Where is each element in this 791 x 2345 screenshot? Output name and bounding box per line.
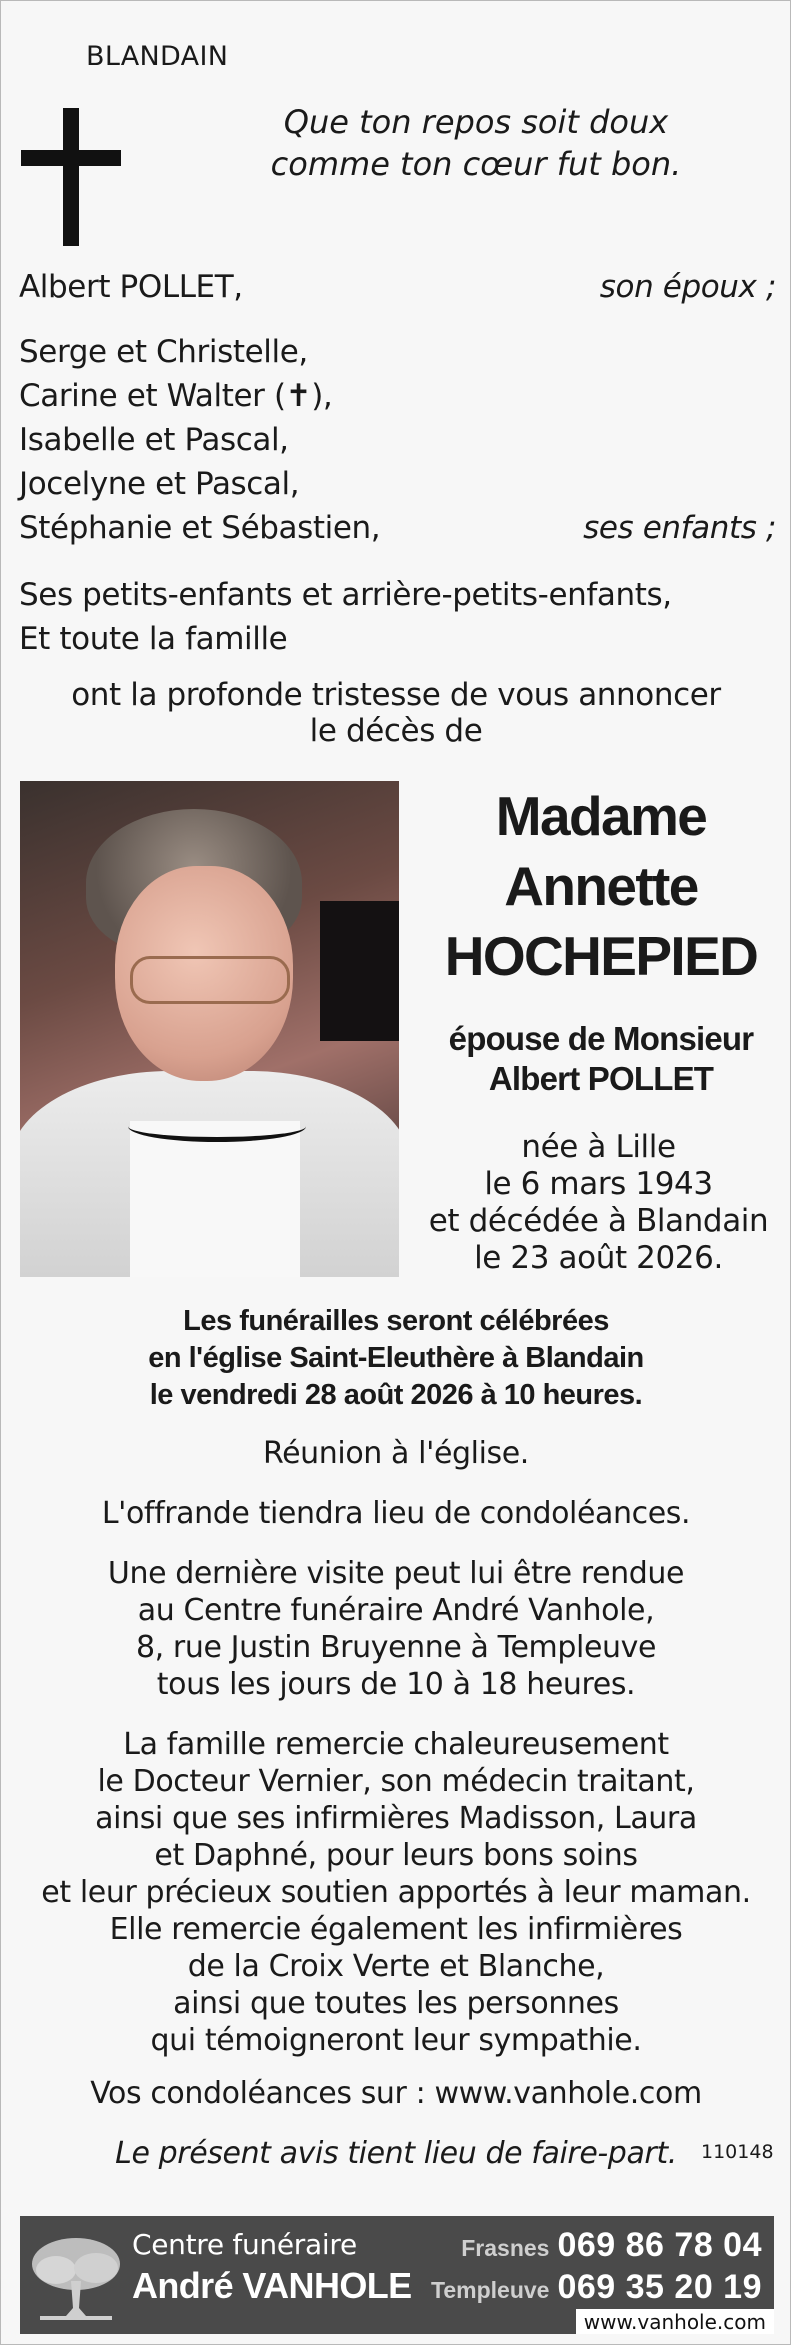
family-item: Et toute la famille <box>19 621 288 657</box>
place-name: BLANDAIN <box>86 41 229 72</box>
deceased-name <box>436 781 766 991</box>
birth-line: née à Lille <box>521 1129 676 1165</box>
spouse-row <box>19 265 776 309</box>
phone-frasnes <box>461 2226 762 2265</box>
announcement <box>21 677 771 749</box>
child-item: Isabelle et Pascal, <box>19 422 289 458</box>
thanks-line: Elle remercie également les infirmières <box>109 1912 683 1947</box>
closing-note: Le présent avis tient lieu de faire-part. <box>115 2136 677 2171</box>
children-role: ses enfants ; <box>583 510 776 546</box>
family-item: Ses petits-enfants et arrière-petits-enfants, <box>19 577 672 613</box>
announcement-line: le décès de <box>309 713 483 749</box>
epitaph-quote <box>266 101 686 185</box>
spouse-of-line: épouse de Monsieur <box>448 1020 754 1057</box>
phone-number: 069 35 20 19 <box>557 2268 762 2306</box>
spouse-name: Albert POLLET, <box>19 269 243 305</box>
thanks-line: et leur précieux soutien apportés à leur maman. <box>41 1875 751 1910</box>
quote-line: Que ton repos soit doux <box>283 103 669 141</box>
children-list <box>19 330 776 550</box>
funeral-line: en l'église Saint-Eleuthère à Blandain <box>148 1342 644 1374</box>
thanks-line: ainsi que ses infirmières Madisson, Laura <box>95 1801 697 1836</box>
deceased-first-name: Annette <box>504 855 698 917</box>
portrait-photo <box>20 781 399 1277</box>
tree-logo-icon <box>26 2226 126 2326</box>
child-item: Serge et Christelle, <box>19 334 308 370</box>
meeting-info: Réunion à l'église. <box>263 1436 529 1471</box>
condolences-info: Vos condoléances sur : www.vanhole.com <box>90 2076 702 2111</box>
reference-number: 110148 <box>701 2141 774 2163</box>
deceased-last-name: HOCHEPIED <box>444 925 758 987</box>
child-item: Stéphanie et Sébastien, <box>19 510 381 546</box>
thanks-line: La famille remercie chaleureusement <box>123 1727 669 1762</box>
funeral-home-label: Centre funéraire <box>132 2228 357 2261</box>
visit-info <box>21 1555 771 1703</box>
funeral-info <box>21 1303 771 1414</box>
visit-line: 8, rue Justin Bruyenne à Templeuve <box>135 1630 657 1665</box>
spouse-of-line: Albert POLLET <box>488 1060 714 1097</box>
spouse-of <box>431 1019 771 1099</box>
funeral-line: le vendredi 28 août 2026 à 10 heures. <box>149 1379 643 1411</box>
birth-line: et décédée à Blandain <box>428 1203 769 1239</box>
deceased-title: Madame <box>495 785 707 847</box>
offering-info: L'offrande tiendra lieu de condoléances. <box>101 1496 691 1531</box>
announcement-line: ont la profonde tristesse de vous annoncer <box>71 677 721 713</box>
website-label: www.vanhole.com <box>576 2309 774 2334</box>
child-item: Carine et Walter (✝), <box>19 378 333 414</box>
quote-line: comme ton cœur fut bon. <box>270 145 682 183</box>
visit-line: tous les jours de 10 à 18 heures. <box>156 1667 636 1702</box>
cross-icon <box>21 108 121 246</box>
child-item: Jocelyne et Pascal, <box>19 466 300 502</box>
visit-line: Une dernière visite peut lui être rendue <box>107 1556 685 1591</box>
thanks-line: de la Croix Verte et Blanche, <box>187 1949 605 1984</box>
birth-line: le 6 mars 1943 <box>484 1166 713 1202</box>
thanks-line: et Daphné, pour leurs bons soins <box>154 1838 638 1873</box>
phone-city: Frasnes <box>461 2235 550 2261</box>
thanks-line: le Docteur Vernier, son médecin traitant, <box>97 1764 695 1799</box>
funeral-home-footer <box>20 2216 774 2334</box>
phone-city: Templeuve <box>431 2277 550 2303</box>
phone-number: 069 86 78 04 <box>557 2226 762 2264</box>
birth-line: le 23 août 2026. <box>474 1240 723 1276</box>
thanks-line: qui témoigneront leur sympathie. <box>150 2023 642 2058</box>
family-list <box>19 573 776 661</box>
visit-line: au Centre funéraire André Vanhole, <box>137 1593 655 1628</box>
thanks-info <box>21 1726 771 2059</box>
funeral-home-name: André VANHOLE <box>132 2265 412 2306</box>
birth-death-info <box>421 1129 776 1277</box>
thanks-line: ainsi que toutes les personnes <box>173 1986 619 2021</box>
phone-templeuve <box>431 2268 762 2307</box>
spouse-role: son époux ; <box>599 269 776 305</box>
funeral-line: Les funérailles seront célébrées <box>183 1305 609 1337</box>
